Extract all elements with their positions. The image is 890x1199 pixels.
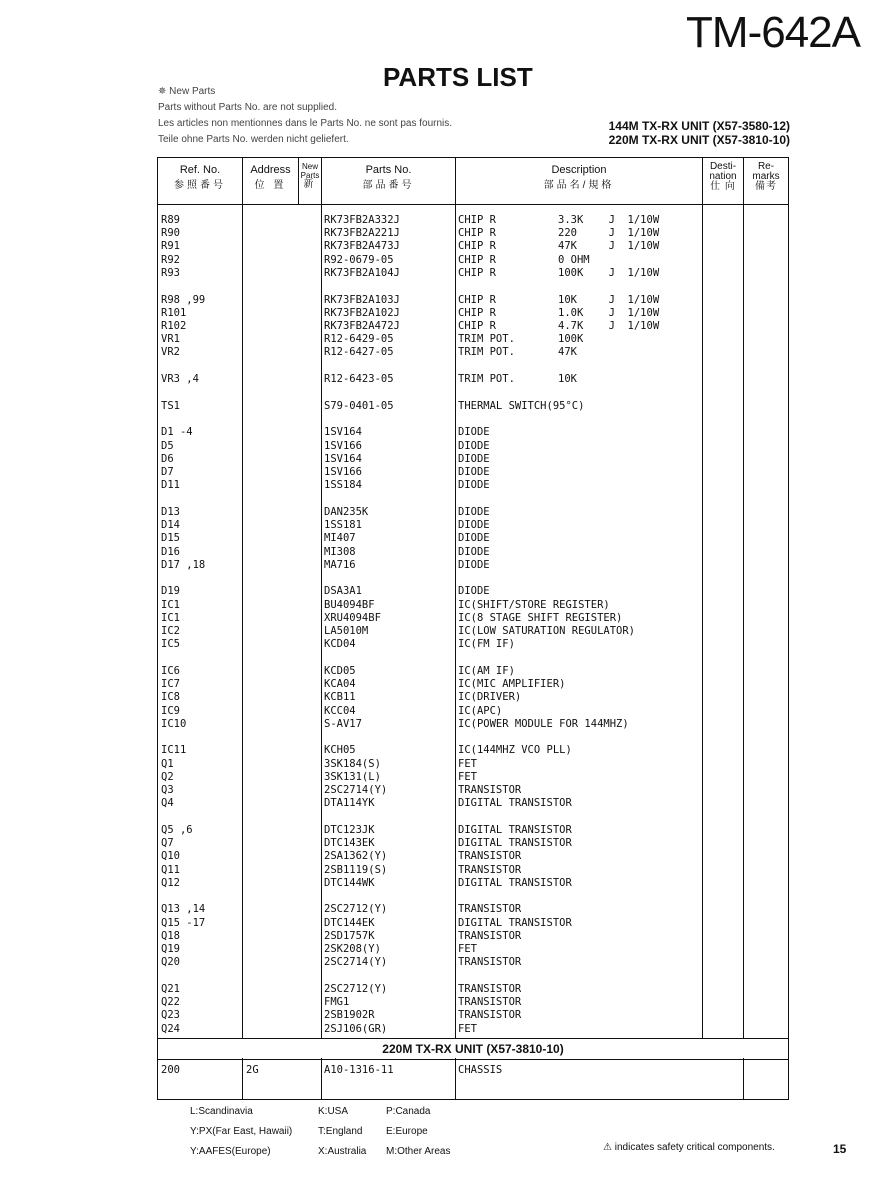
parts-no: RK73FB2A103J	[324, 293, 400, 306]
description: TRANSISTOR	[458, 956, 522, 969]
table-row	[158, 784, 788, 797]
ref-no: Q10	[161, 850, 180, 863]
ref-no: Q18	[161, 929, 180, 942]
parts-no: S-AV17	[324, 717, 362, 730]
table-row	[158, 877, 788, 890]
parts-no: RK73FB2A472J	[324, 319, 400, 332]
table-row	[158, 294, 788, 307]
description: DIODE	[458, 545, 490, 558]
parts-no: DTC144WK	[324, 876, 375, 889]
parts-no: A10-1316-11	[324, 1064, 394, 1076]
table-row	[158, 585, 788, 598]
unit-heading: 220M TX-RX UNIT (X57-3810-10)	[608, 133, 790, 147]
table-row	[158, 254, 788, 267]
table-row	[158, 837, 788, 850]
col-address-label-ja: 位 置	[254, 180, 287, 191]
table-row	[158, 506, 788, 519]
parts-no: RK73FB2A473J	[324, 240, 400, 253]
ref-no: Q7	[161, 837, 174, 850]
ref-no: 200	[161, 1064, 180, 1076]
table-row	[158, 532, 788, 545]
ref-no: D19	[161, 585, 180, 598]
parts-no: MI407	[324, 532, 356, 545]
legend-item: X:Australia	[318, 1146, 367, 1157]
description: TRANSISTOR	[458, 850, 522, 863]
page-number: 15	[833, 1142, 847, 1156]
ref-no: D14	[161, 519, 180, 532]
parts-no: R12-6429-05	[324, 333, 394, 346]
description: FET	[458, 943, 477, 955]
table-row	[158, 943, 788, 956]
spec-value: 1.0K J 1/10W	[558, 306, 660, 319]
ref-no: D17 ,18	[161, 558, 206, 571]
ref-no: Q1	[161, 757, 174, 770]
col-description-label-ja: 部品名/規格	[543, 180, 615, 191]
parts-no: DTC123JK	[324, 823, 375, 836]
note-line: Parts without Parts No. are not supplied.	[158, 102, 337, 113]
col-parts-no	[322, 162, 455, 194]
table-row	[158, 1064, 788, 1077]
description: DIGITAL TRANSISTOR	[458, 837, 572, 850]
description: DIODE	[458, 426, 490, 439]
description: DIGITAL TRANSISTOR	[458, 876, 572, 889]
parts-no: 2SA1362(Y)	[324, 850, 388, 863]
description: TRANSISTOR	[458, 863, 522, 876]
ref-no: Q22	[161, 996, 180, 1009]
description: DIODE	[458, 466, 490, 478]
col-destination-label-ja: 仕 向	[710, 181, 736, 192]
ref-no: D11	[161, 479, 180, 492]
table-row	[158, 824, 788, 837]
ref-no: Q15 -17	[161, 916, 206, 929]
col-remarks-label-ja: 備考	[755, 181, 777, 192]
parts-no: KCD04	[324, 638, 356, 651]
page-title: PARTS LIST	[383, 62, 533, 92]
legend-item: K:USA	[318, 1106, 349, 1117]
ref-no: Q2	[161, 770, 174, 783]
spec-value: 47K J 1/10W	[558, 240, 660, 253]
table-row	[158, 267, 788, 280]
description: IC(FM IF)	[458, 638, 515, 651]
parts-no: MA716	[324, 558, 356, 571]
safety-note	[603, 1142, 775, 1153]
parts-no: XRU4094BF	[324, 611, 381, 624]
notes-block	[158, 84, 452, 148]
description: DIODE	[458, 558, 490, 571]
column-divider	[455, 1058, 456, 1099]
ref-no: VR3 ,4	[161, 373, 199, 385]
col-address	[243, 162, 298, 194]
parts-no: RK73FB2A104J	[324, 266, 400, 279]
table-row	[158, 519, 788, 532]
legend-item: T:England	[318, 1126, 363, 1137]
legend-column	[190, 1102, 292, 1162]
parts-no: DSA3A1	[324, 585, 362, 598]
table-row	[158, 718, 788, 731]
parts-no: 1SV164	[324, 426, 362, 439]
table-row	[158, 373, 788, 386]
ref-no: Q5 ,6	[161, 823, 193, 836]
col-ref-label-ja: 参照番号	[174, 180, 226, 191]
ref-no: R92	[161, 253, 180, 266]
ref-no: IC8	[161, 691, 180, 704]
ref-no: Q23	[161, 1009, 180, 1022]
ref-no: IC1	[161, 611, 180, 624]
description: FET	[458, 1022, 477, 1035]
col-address-label: Address	[250, 164, 291, 176]
description: THERMAL SWITCH(95°C)	[458, 399, 585, 412]
table-row	[158, 797, 788, 810]
description: CHIP R	[458, 293, 496, 306]
ref-no: D6	[161, 452, 174, 465]
description: IC(8 STAGE SHIFT REGISTER)	[458, 611, 623, 624]
legend-item: Y:PX(Far East, Hawaii)	[190, 1126, 293, 1137]
legend-column	[386, 1102, 450, 1162]
description: DIGITAL TRANSISTOR	[458, 823, 572, 836]
parts-no: 3SK131(L)	[324, 770, 381, 783]
table-row	[158, 930, 788, 943]
parts-no: KCH05	[324, 744, 356, 757]
parts-no: DTA114YK	[324, 797, 375, 810]
table-row	[158, 440, 788, 453]
parts-no: 2SC2714(Y)	[324, 956, 388, 969]
parts-no: KCB11	[324, 691, 356, 704]
table-row	[158, 612, 788, 625]
spec-value: 220 J 1/10W	[558, 227, 660, 240]
col-remarks	[744, 162, 788, 192]
ref-no: Q19	[161, 943, 180, 955]
spec-value: 0 OHM	[558, 253, 590, 266]
description: TRIM POT.	[458, 346, 515, 359]
ref-no: VR1	[161, 333, 180, 346]
description: TRIM POT.	[458, 333, 515, 346]
col-description	[456, 162, 702, 194]
parts-no: KCD05	[324, 664, 356, 677]
col-remarks-label: Re- marks	[752, 161, 780, 182]
parts-no: KCC04	[324, 704, 356, 717]
description: CHIP R	[458, 240, 496, 253]
parts-no: FMG1	[324, 996, 350, 1009]
col-destination-label: Desti- nation	[709, 161, 737, 182]
description: CHIP R	[458, 306, 496, 319]
parts-no: RK73FB2A332J	[324, 214, 400, 226]
table-header	[158, 158, 788, 205]
description: FET	[458, 757, 477, 770]
parts-no: 2SK208(Y)	[324, 943, 381, 955]
parts-no: RK73FB2A221J	[324, 227, 400, 240]
table-row	[158, 903, 788, 916]
table-row	[158, 691, 788, 704]
parts-no: RK73FB2A102J	[324, 306, 400, 319]
spec-value: 10K J 1/10W	[558, 293, 660, 306]
table-row	[158, 996, 788, 1009]
legend-column	[318, 1102, 366, 1162]
model-number: TM-642A	[686, 8, 860, 57]
description: TRANSISTOR	[458, 1009, 522, 1022]
ref-no: Q4	[161, 797, 174, 810]
table-row	[158, 320, 788, 333]
ref-no: D16	[161, 545, 180, 558]
spec-value: 47K	[558, 346, 577, 359]
spec-value: 3.3K J 1/10W	[558, 214, 660, 226]
safety-note-text: indicates safety critical components.	[614, 1142, 775, 1153]
ref-no: R91	[161, 240, 180, 253]
ref-no: Q3	[161, 784, 174, 796]
table-row	[158, 466, 788, 479]
description: IC(144MHZ VCO PLL)	[458, 744, 572, 757]
table-row	[158, 758, 788, 771]
table-row	[158, 453, 788, 466]
col-new-label: New Parts	[300, 162, 320, 180]
parts-no: 2SD1757K	[324, 929, 375, 942]
description: TRANSISTOR	[458, 903, 522, 916]
table-row	[158, 546, 788, 559]
spec-value: 4.7K J 1/10W	[558, 319, 660, 332]
ref-no: R101	[161, 306, 187, 319]
table-row	[158, 559, 788, 572]
ref-no: D5	[161, 439, 174, 452]
parts-no: 3SK184(S)	[324, 757, 381, 770]
description: CHIP R	[458, 319, 496, 332]
parts-no: DTC144EK	[324, 916, 375, 929]
table-row	[158, 665, 788, 678]
description: DIODE	[458, 452, 490, 465]
description: TRANSISTOR	[458, 996, 522, 1009]
legend-item: E:Europe	[386, 1126, 428, 1137]
parts-table	[157, 157, 789, 1100]
table-row	[158, 678, 788, 691]
parts-no: 2SC2714(Y)	[324, 784, 388, 796]
legend-item: P:Canada	[386, 1106, 431, 1117]
ref-no: R98 ,99	[161, 293, 206, 306]
description: CHIP R	[458, 253, 496, 266]
column-divider	[242, 1058, 243, 1099]
spec-value: 100K	[558, 333, 584, 346]
description: TRIM POT.	[458, 373, 515, 385]
table-row	[158, 346, 788, 359]
col-destination	[703, 162, 743, 192]
table-row	[158, 307, 788, 320]
table-row	[158, 956, 788, 969]
parts-no: LA5010M	[324, 625, 369, 637]
description: CHIP R	[458, 227, 496, 240]
table-row	[158, 1023, 788, 1036]
table-row	[158, 744, 788, 757]
ref-no: R93	[161, 266, 180, 279]
unit-headings	[609, 119, 790, 147]
ref-no: IC11	[161, 744, 187, 757]
note-line: ✵ New Parts	[158, 86, 216, 97]
spec-value: 100K J 1/10W	[558, 266, 660, 279]
legend-item: L:Scandinavia	[190, 1106, 253, 1117]
legend-item: Y:AAFES(Europe)	[190, 1146, 271, 1157]
ref-no: TS1	[161, 399, 180, 412]
parts-no: 2SJ106(GR)	[324, 1022, 388, 1035]
table-row	[158, 864, 788, 877]
description: TRANSISTOR	[458, 784, 522, 796]
description: DIODE	[458, 585, 490, 598]
col-new-label-ja: 新	[303, 179, 317, 190]
parts-no: 1SV166	[324, 439, 362, 452]
table-row	[158, 599, 788, 612]
parts-no: KCA04	[324, 678, 356, 691]
ref-no: Q21	[161, 982, 180, 995]
warning-triangle-icon: ⚠	[603, 1142, 612, 1153]
table-row	[158, 240, 788, 253]
ref-no: D7	[161, 466, 174, 478]
ref-no: IC1	[161, 598, 180, 611]
note-line: Teile ohne Parts No. werden nicht geliefert.	[158, 134, 349, 145]
parts-no: 1SV164	[324, 452, 362, 465]
ref-no: Q11	[161, 863, 180, 876]
description: DIODE	[458, 439, 490, 452]
ref-no: IC5	[161, 638, 180, 651]
description: FET	[458, 770, 477, 783]
parts-no: 1SV166	[324, 466, 362, 478]
table-row	[158, 705, 788, 718]
description: TRANSISTOR	[458, 982, 522, 995]
table-row	[158, 638, 788, 651]
ref-no: D13	[161, 505, 180, 518]
description: DIODE	[458, 479, 490, 492]
unit-heading: 144M TX-RX UNIT (X57-3580-12)	[608, 119, 790, 133]
parts-no: S79-0401-05	[324, 399, 394, 412]
table-row	[158, 426, 788, 439]
col-description-label: Description	[551, 164, 607, 176]
parts-no: MI308	[324, 545, 356, 558]
description: DIODE	[458, 532, 490, 545]
table-row	[158, 214, 788, 227]
parts-no: 2SC2712(Y)	[324, 903, 388, 916]
description: CHIP R	[458, 266, 496, 279]
table-row	[158, 479, 788, 492]
description: DIODE	[458, 505, 490, 518]
parts-no: BU4094BF	[324, 598, 375, 611]
description: CHASSIS	[458, 1064, 503, 1076]
parts-no: 2SB1119(S)	[324, 863, 388, 876]
table-row	[158, 400, 788, 413]
parts-no: 1SS184	[324, 479, 362, 492]
ref-no: D1 -4	[161, 426, 193, 439]
ref-no: R89	[161, 214, 180, 226]
spec-value: 10K	[558, 373, 577, 385]
table-row	[158, 983, 788, 996]
legend-item: M:Other Areas	[386, 1146, 451, 1157]
parts-no: DTC143EK	[324, 837, 375, 850]
description: DIODE	[458, 519, 490, 532]
ref-no: IC2	[161, 625, 180, 637]
table-row	[158, 333, 788, 346]
address: 2G	[246, 1064, 259, 1076]
table-row	[158, 771, 788, 784]
parts-no: R92-0679-05	[324, 253, 394, 266]
table-row	[158, 1009, 788, 1022]
ref-no: IC9	[161, 704, 180, 717]
col-parts-label: Parts No.	[365, 164, 412, 176]
description: DIGITAL TRANSISTOR	[458, 797, 572, 810]
note-line: Les articles non mentionnes dans le Parts No. ne sont pas fournis.	[158, 118, 453, 129]
ref-no: R102	[161, 319, 187, 332]
parts-no: 2SB1902R	[324, 1009, 375, 1022]
parts-no: R12-6427-05	[324, 346, 394, 359]
column-divider	[321, 1058, 322, 1099]
ref-no: D15	[161, 532, 180, 545]
description: IC(LOW SATURATION REGULATOR)	[458, 625, 636, 637]
col-new	[299, 162, 321, 189]
column-divider	[298, 158, 299, 204]
table-row	[158, 227, 788, 240]
ref-no: Q24	[161, 1022, 180, 1035]
table-row	[158, 625, 788, 638]
column-divider	[743, 1058, 744, 1099]
col-ref-label: Ref. No.	[179, 164, 221, 176]
parts-no: DAN235K	[324, 505, 369, 518]
unit-subheading: 220M TX-RX UNIT (X57-3810-10)	[158, 1038, 788, 1060]
ref-no: VR2	[161, 346, 180, 359]
description: IC(MIC AMPLIFIER)	[458, 678, 566, 691]
ref-no: IC6	[161, 664, 180, 677]
ref-no: IC7	[161, 678, 180, 691]
ref-no: R90	[161, 227, 180, 240]
table-row	[158, 917, 788, 930]
description: CHIP R	[458, 214, 496, 226]
parts-no: 2SC2712(Y)	[324, 982, 388, 995]
description: IC(AM IF)	[458, 664, 515, 677]
table-row	[158, 850, 788, 863]
description: IC(POWER MODULE FOR 144MHZ)	[458, 717, 629, 730]
description: IC(SHIFT/STORE REGISTER)	[458, 598, 610, 611]
col-ref	[158, 162, 242, 194]
ref-no: Q13 ,14	[161, 903, 206, 916]
col-parts-label-ja: 部品番号	[362, 180, 415, 191]
ref-no: Q20	[161, 956, 180, 969]
description: DIGITAL TRANSISTOR	[458, 916, 572, 929]
description: IC(DRIVER)	[458, 691, 522, 704]
ref-no: IC10	[161, 717, 187, 730]
description: TRANSISTOR	[458, 929, 522, 942]
parts-no: R12-6423-05	[324, 373, 394, 385]
ref-no: Q12	[161, 876, 180, 889]
description: IC(APC)	[458, 704, 503, 717]
parts-no: 1SS181	[324, 519, 362, 532]
